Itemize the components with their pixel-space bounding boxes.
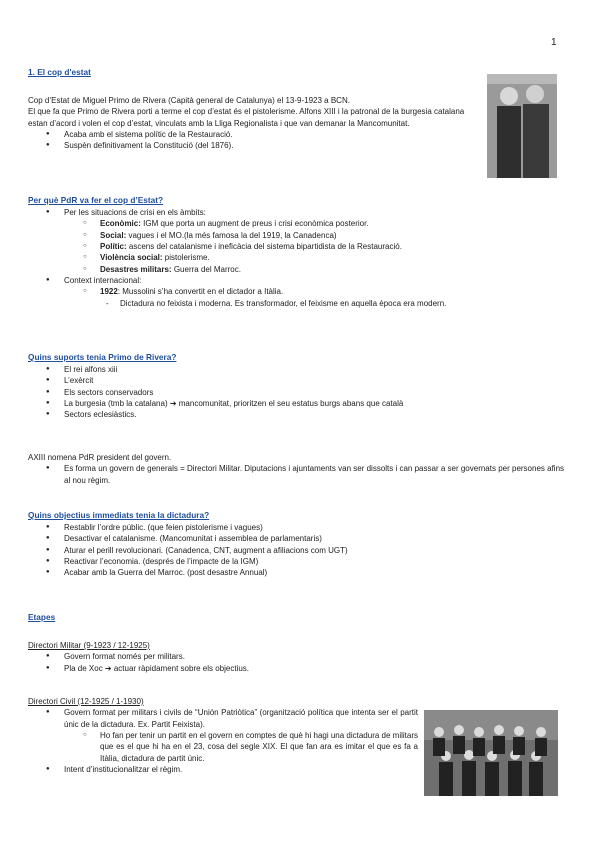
list-item: ● Desactivar el catalanisme. (Mancomunitat i assemblea de parlamentaris) [28, 533, 568, 544]
heading-objectius: Quins objectius immediats tenia la dictadura? [28, 510, 210, 520]
heading-suports: Quins suports tenia Primo de Rivera? [28, 352, 177, 362]
list-item: ● Restablir l’ordre públic. (que feien pistolerisme i vagues) [28, 522, 568, 533]
photo-directori-civil [424, 710, 558, 796]
section-directori-militar [28, 640, 568, 674]
sub-bullet-item: ○ Ho fan per tenir un partit en el govern en comptes de què hi hagi una dictadura de militars que es el que hi ha en el 23, cosa del segle XIX. El que fan ara es imitar el que es fa a Itàlia, dictadura de partit únic. [28, 730, 418, 764]
bullet-item: ● Acaba amb el sistema polític de la Restauració. [28, 129, 480, 140]
sub-bullet-item: ○ Violència social: pistolerisme. [28, 252, 568, 263]
section-govern [28, 452, 568, 486]
sub-bullet-item: ○ Desastres militars: Guerra del Marroc. [28, 264, 568, 275]
heading-cop-estat: 1. El cop d'estat [28, 67, 91, 77]
section-suports [28, 352, 568, 421]
bullet-item: ● Intent d’institucionalitzar el règim. [28, 764, 418, 775]
page-number: 1 [551, 37, 557, 48]
section-cop-estat-body [28, 95, 480, 152]
list-item: ● Reactivar l’economia. (després de l’impacte de la IGM) [28, 556, 568, 567]
paragraph: El que fa que Primo de Rivera porti a terme el cop d’estat és el pistolerisme. Alfons XIII i la patronal de la burgesia catalana estan d’acord i volen el cop d’estat, vinculats amb la Lliga Regionalista i que van demanar la Mancomunitat. [28, 107, 465, 128]
list-item: ● L’exèrcit [28, 375, 568, 386]
bullet-item: ● Context internacional: [28, 275, 568, 286]
list-item: ● El rei alfons xiii [28, 364, 568, 375]
section-cop-estat [28, 67, 91, 79]
subheading-directori-militar: Directori Militar (9-1923 / 12-1925) [28, 641, 150, 650]
sub-bullet-item: ○ 1922: Mussolini s’ha convertit en el dictador a Itàlia. [28, 286, 568, 297]
bullet-item: ● Per les situacions de crisi en els àmbits: [28, 207, 568, 218]
heading-per-que: Per què PdR va fer el cop d’Estat? [28, 195, 164, 205]
section-objectius [28, 510, 568, 579]
photo-primo-de-rivera [487, 74, 557, 178]
bullet-item: ● Es forma un govern de generals = Directori Militar. Diputacions i ajuntaments van ser dissolts i can passar a ser governats per persones afins al nou règim. [28, 463, 568, 486]
list-item: ● Pla de Xoc ➔ actuar ràpidament sobre els objectius. [28, 663, 568, 674]
sub-bullet-item: ○ Social: vagues i el MO.(la més famosa la del 1919, la Canadenca) [28, 230, 568, 241]
list-item: ● La burgesia (tmb la catalana) ➔ mancomunitat, prioritzen el seu estatus burgs abans que català [28, 398, 568, 409]
section-per-que [28, 195, 568, 309]
sub-bullet-item: ○ Polític: ascens del catalanisme i ineficàcia del sistema bipartidista de la Restauració. [28, 241, 568, 252]
list-item: ● Acabar amb la Guerra del Marroc. (post desastre Annual) [28, 567, 568, 578]
list-item: ● Sectors eclesiàstics. [28, 409, 568, 420]
section-etapes [28, 612, 55, 624]
paragraph: AXIII nomena PdR president del govern. [28, 453, 172, 462]
list-item: ● Aturar el perill revolucionari. (Canadenca, CNT, augment a afiliacions com UGT) [28, 545, 568, 556]
section-directori-civil [28, 696, 418, 776]
sub-bullet-item: ○ Econòmic: IGM que porta un augment de preus i crisi econòmica posterior. [28, 218, 568, 229]
bullet-item: ● Suspèn definitivament la Constitució (del 1876). [28, 140, 480, 151]
heading-etapes: Etapes [28, 612, 56, 622]
bullet-item: ● Govern format per militars i civils de “Unión Patriòtica” (organització política que intenta ser el partit únic de la dictadura. Ex. Partit Feixista). [28, 707, 418, 730]
list-item: ● Els sectors conservadors [28, 387, 568, 398]
subheading-directori-civil: Directori Civil (12-1925 / 1-1930) [28, 697, 144, 706]
dash-item: - Dictadura no feixista i moderna. Es transformador, el feixisme en aquella època era modern. [28, 298, 568, 309]
paragraph: Cop d’Estat de Miguel Primo de Rivera (Capità general de Catalunya) el 13-9-1923 a BCN. [28, 96, 350, 105]
list-item: ● Govern format només per militars. [28, 651, 568, 662]
